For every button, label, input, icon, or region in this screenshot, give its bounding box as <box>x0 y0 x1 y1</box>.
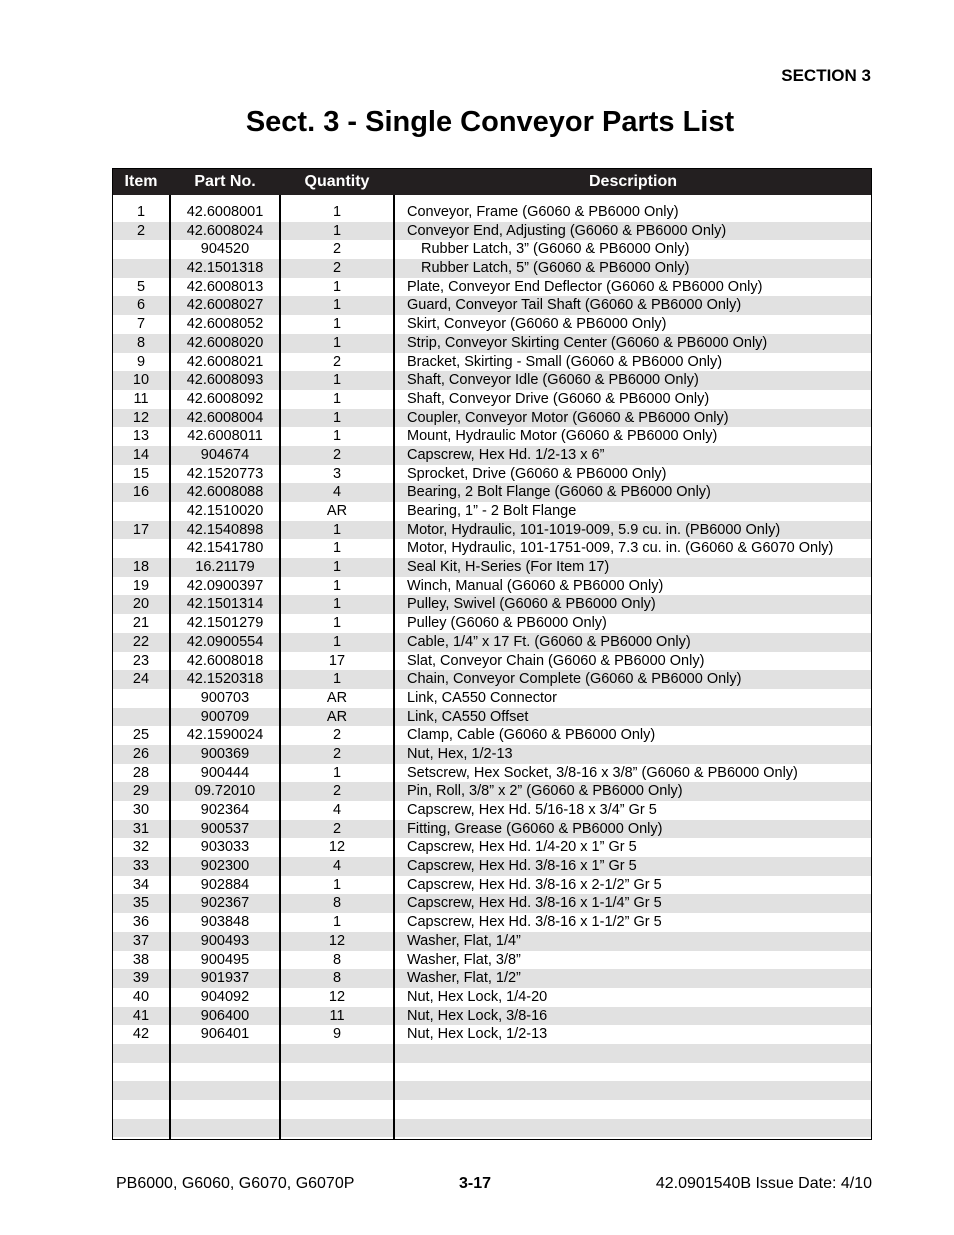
item-cell: 21 <box>132 615 150 632</box>
table-row <box>113 558 871 577</box>
quantity-cell: 1 <box>332 278 342 295</box>
item-cell: 5 <box>136 278 146 295</box>
item-cell: 42 <box>132 1026 150 1043</box>
table-row <box>113 1119 871 1138</box>
column-divider <box>279 195 281 1139</box>
description-cell: Nut, Hex Lock, 1/4-20 <box>407 988 548 1005</box>
quantity-cell: 2 <box>332 353 342 370</box>
part-number-cell: 42.6008024 <box>186 222 264 239</box>
quantity-cell: 2 <box>332 241 342 258</box>
quantity-cell: 1 <box>332 764 342 781</box>
quantity-cell: 2 <box>332 745 342 762</box>
item-cell <box>113 1137 169 1156</box>
table-row <box>113 876 871 895</box>
table-row <box>113 913 871 932</box>
description-cell: Nut, Hex Lock, 3/8-16 <box>407 1007 548 1024</box>
part-number-cell: 900493 <box>200 932 250 949</box>
table-row <box>113 502 871 521</box>
part-number-cell: 904092 <box>200 988 250 1005</box>
description-cell: Slat, Conveyor Chain (G6060 & PB6000 Only) <box>407 652 705 669</box>
part-number-cell: 42.6008013 <box>186 278 264 295</box>
quantity-cell: 1 <box>332 316 342 333</box>
column-header-item: Item <box>124 173 158 190</box>
quantity-cell: AR <box>326 689 348 706</box>
item-cell: 41 <box>132 1007 150 1024</box>
description-cell: Capscrew, Hex Hd. 3/8-16 x 1-1/2” Gr 5 <box>407 914 662 931</box>
description-cell: Seal Kit, H-Series (For Item 17) <box>407 559 610 576</box>
quantity-cell: 1 <box>332 671 342 688</box>
description-cell: Strip, Conveyor Skirting Center (G6060 & PB6000 Only) <box>407 334 768 351</box>
quantity-cell: 1 <box>332 615 342 632</box>
quantity-cell: 1 <box>332 390 342 407</box>
table-row <box>113 1100 871 1119</box>
part-number-cell: 42.0900397 <box>186 577 264 594</box>
table-row <box>113 1025 871 1044</box>
table-row <box>113 203 871 222</box>
item-cell: 20 <box>132 596 150 613</box>
table-row <box>113 259 871 278</box>
quantity-cell <box>281 1137 393 1156</box>
table-row <box>113 614 871 633</box>
part-number-cell: 42.6008027 <box>186 297 264 314</box>
item-cell <box>113 1100 169 1119</box>
item-cell: 38 <box>132 951 150 968</box>
table-row <box>113 371 871 390</box>
footer-doc-info: 42.0901540B Issue Date: 4/10 <box>655 1175 872 1192</box>
quantity-cell: 1 <box>332 876 342 893</box>
part-number-cell: 42.6008052 <box>186 316 264 333</box>
part-number-cell <box>171 1137 279 1156</box>
quantity-cell <box>281 1044 393 1063</box>
table-row <box>113 782 871 801</box>
quantity-cell: 4 <box>332 484 342 501</box>
table-row <box>113 801 871 820</box>
table-row <box>113 577 871 596</box>
quantity-cell: 4 <box>332 858 342 875</box>
quantity-cell: 12 <box>328 839 346 856</box>
description-cell: Coupler, Conveyor Motor (G6060 & PB6000 Only) <box>407 409 729 426</box>
table-row <box>113 652 871 671</box>
table-row <box>113 296 871 315</box>
part-number-cell: 42.6008020 <box>186 334 264 351</box>
part-number-cell: 42.6008092 <box>186 390 264 407</box>
part-number-cell <box>171 1119 279 1138</box>
table-row <box>113 315 871 334</box>
quantity-cell: 1 <box>332 559 342 576</box>
table-header <box>113 169 871 195</box>
part-number-cell: 42.6008001 <box>186 204 264 220</box>
item-cell: 6 <box>136 297 146 314</box>
table-row <box>113 483 871 502</box>
description-cell: Nut, Hex Lock, 1/2-13 <box>407 1026 548 1043</box>
item-cell: 13 <box>132 428 150 445</box>
item-cell: 39 <box>132 970 150 987</box>
footer-models: PB6000, G6060, G6070, G6070P <box>116 1175 355 1192</box>
item-cell: 12 <box>132 409 150 426</box>
description-cell: Guard, Conveyor Tail Shaft (G6060 & PB6000 Only) <box>407 297 742 314</box>
description-cell: Pin, Roll, 3/8” x 2” (G6060 & PB6000 Only) <box>407 783 683 800</box>
description-cell: Cable, 1/4” x 17 Ft. (G6060 & PB6000 Only) <box>407 633 691 650</box>
quantity-cell: 1 <box>332 372 342 389</box>
description-cell: Rubber Latch, 5” (G6060 & PB6000 Only) <box>421 260 690 277</box>
part-number-cell <box>171 1044 279 1063</box>
description-cell: Capscrew, Hex Hd. 3/8-16 x 2-1/2” Gr 5 <box>407 876 662 893</box>
table-row <box>113 745 871 764</box>
quantity-cell <box>281 1100 393 1119</box>
part-number-cell: 42.1520773 <box>186 465 264 482</box>
quantity-cell <box>281 1063 393 1082</box>
item-cell: 32 <box>132 839 150 856</box>
item-cell: 35 <box>132 895 150 912</box>
part-number-cell: 42.6008004 <box>186 409 264 426</box>
item-cell <box>113 708 169 727</box>
part-number-cell: 900537 <box>200 820 250 837</box>
part-number-cell: 42.1510020 <box>186 503 264 519</box>
part-number-cell: 902364 <box>200 802 250 818</box>
item-cell <box>113 240 169 259</box>
table-row <box>113 1063 871 1082</box>
description-cell: Capscrew, Hex Hd. 3/8-16 x 1” Gr 5 <box>407 858 637 875</box>
item-cell <box>113 502 169 521</box>
quantity-cell: AR <box>326 708 348 725</box>
table-row <box>113 222 871 241</box>
quantity-cell: 8 <box>332 951 342 968</box>
table-row <box>113 838 871 857</box>
table-row <box>113 465 871 484</box>
quantity-cell: 2 <box>332 446 342 463</box>
quantity-cell: 1 <box>332 297 342 314</box>
description-cell: Washer, Flat, 3/8” <box>407 951 521 968</box>
description-cell: Rubber Latch, 3” (G6060 & PB6000 Only) <box>421 241 690 258</box>
part-number-cell: 42.6008011 <box>187 428 263 445</box>
description-cell: Bracket, Skirting - Small (G6060 & PB6000 Only) <box>407 353 723 370</box>
quantity-cell: 1 <box>332 914 342 931</box>
part-number-cell: 902300 <box>200 858 250 875</box>
part-number-cell: 42.6008018 <box>186 652 264 669</box>
part-number-cell: 42.1540898 <box>186 521 264 538</box>
item-cell <box>113 689 169 708</box>
quantity-cell: 1 <box>332 334 342 351</box>
table-row <box>113 390 871 409</box>
part-number-cell: 42.1520318 <box>186 671 264 688</box>
part-number-cell: 906400 <box>200 1007 250 1024</box>
quantity-cell: 4 <box>332 802 342 818</box>
item-cell: 26 <box>132 745 150 762</box>
quantity-cell: 1 <box>332 521 342 538</box>
table-row <box>113 764 871 783</box>
table-row <box>113 633 871 652</box>
quantity-cell: 9 <box>332 1026 342 1043</box>
table-row <box>113 894 871 913</box>
description-cell: Washer, Flat, 1/2” <box>407 970 521 987</box>
item-cell: 37 <box>132 932 150 949</box>
quantity-cell: 11 <box>329 1007 345 1024</box>
part-number-cell: 900369 <box>200 745 250 762</box>
description-cell: Chain, Conveyor Complete (G6060 & PB6000 Only) <box>407 671 742 688</box>
table-row <box>113 820 871 839</box>
item-cell: 28 <box>132 764 150 781</box>
quantity-cell: 1 <box>332 577 342 594</box>
part-number-cell: 904520 <box>200 241 250 258</box>
table-row <box>113 708 871 727</box>
part-number-cell: 904674 <box>200 446 250 463</box>
quantity-cell: 8 <box>332 895 342 912</box>
parts-table <box>112 168 872 1140</box>
part-number-cell: 42.1541780 <box>186 540 264 557</box>
description-cell: Motor, Hydraulic, 101-1019-009, 5.9 cu. in. (PB6000 Only) <box>407 521 781 538</box>
description-cell: Link, CA550 Offset <box>407 708 529 725</box>
description-cell: Capscrew, Hex Hd. 1/4-20 x 1” Gr 5 <box>407 839 637 856</box>
column-divider <box>393 195 395 1139</box>
part-number-cell: 902367 <box>200 895 250 912</box>
description-cell: Washer, Flat, 1/4” <box>407 932 521 949</box>
item-cell: 2 <box>136 222 146 239</box>
part-number-cell: 906401 <box>200 1026 250 1043</box>
part-number-cell <box>171 1081 279 1100</box>
quantity-cell <box>281 1081 393 1100</box>
column-divider <box>169 195 171 1139</box>
description-cell: Shaft, Conveyor Idle (G6060 & PB6000 Only) <box>407 372 699 389</box>
quantity-cell: 17 <box>328 652 346 669</box>
quantity-cell: 2 <box>332 820 342 837</box>
description-cell: Link, CA550 Connector <box>407 689 557 706</box>
item-cell: 16 <box>132 484 150 501</box>
section-label: SECTION 3 <box>781 66 871 85</box>
part-number-cell <box>171 1063 279 1082</box>
column-header-part-no: Part No. <box>194 173 256 190</box>
table-row <box>113 1007 871 1026</box>
part-number-cell: 42.1501314 <box>186 596 264 613</box>
table-row <box>113 334 871 353</box>
table-row <box>113 857 871 876</box>
item-cell: 7 <box>136 316 146 333</box>
table-row <box>113 932 871 951</box>
table-row <box>113 539 871 558</box>
quantity-cell: 2 <box>332 783 342 800</box>
part-number-cell: 42.1501318 <box>186 260 264 277</box>
description-cell: Winch, Manual (G6060 & PB6000 Only) <box>407 577 664 594</box>
table-row <box>113 726 871 745</box>
item-cell: 30 <box>132 802 150 818</box>
part-number-cell: 903848 <box>200 914 250 931</box>
column-header-description: Description <box>588 173 677 190</box>
part-number-cell: 42.1501279 <box>186 615 264 632</box>
table-body <box>113 203 871 1156</box>
part-number-cell: 900703 <box>200 689 250 706</box>
item-cell: 19 <box>132 577 150 594</box>
item-cell: 1 <box>136 204 146 220</box>
column-header-quantity: Quantity <box>304 173 370 190</box>
part-number-cell: 901937 <box>200 970 250 987</box>
item-cell: 40 <box>132 988 150 1005</box>
quantity-cell: 1 <box>332 540 342 557</box>
description-cell: Setscrew, Hex Socket, 3/8-16 x 3/8” (G6060 & PB6000 Only) <box>407 764 798 781</box>
item-cell <box>113 1081 169 1100</box>
part-number-cell: 42.6008088 <box>186 484 264 501</box>
table-row <box>113 1137 871 1156</box>
item-cell: 17 <box>132 521 150 538</box>
item-cell: 15 <box>132 465 150 482</box>
description-cell: Sprocket, Drive (G6060 & PB6000 Only) <box>407 465 667 482</box>
quantity-cell: 3 <box>332 465 342 482</box>
item-cell: 31 <box>132 820 150 837</box>
description-cell: Pulley, Swivel (G6060 & PB6000 Only) <box>407 596 656 613</box>
item-cell <box>113 539 169 558</box>
part-number-cell: 42.0900554 <box>186 633 264 650</box>
part-number-cell: 42.1590024 <box>186 727 264 744</box>
part-number-cell: 900495 <box>200 951 250 968</box>
item-cell: 9 <box>136 353 146 370</box>
quantity-cell: 1 <box>332 596 342 613</box>
table-row <box>113 427 871 446</box>
item-cell <box>113 1063 169 1082</box>
item-cell: 8 <box>136 334 146 351</box>
quantity-cell: 1 <box>332 204 342 220</box>
part-number-cell: 42.6008021 <box>186 353 264 370</box>
quantity-cell: 12 <box>328 988 346 1005</box>
footer-page-number: 3-17 <box>459 1175 492 1192</box>
quantity-cell: AR <box>326 503 348 519</box>
description-cell: Bearing, 1” - 2 Bolt Flange <box>407 503 577 519</box>
quantity-cell: 8 <box>332 970 342 987</box>
description-cell: Shaft, Conveyor Drive (G6060 & PB6000 Only) <box>407 390 710 407</box>
description-cell: Clamp, Cable (G6060 & PB6000 Only) <box>407 727 656 744</box>
description-cell: Conveyor End, Adjusting (G6060 & PB6000 Only) <box>407 222 727 239</box>
table-row <box>113 240 871 259</box>
table-row <box>113 521 871 540</box>
item-cell: 33 <box>132 858 150 875</box>
description-cell: Bearing, 2 Bolt Flange (G6060 & PB6000 Only) <box>407 484 711 501</box>
part-number-cell: 900709 <box>200 708 250 725</box>
item-cell: 11 <box>133 390 149 407</box>
item-cell: 24 <box>132 671 150 688</box>
table-row <box>113 595 871 614</box>
quantity-cell: 1 <box>332 409 342 426</box>
table-row <box>113 951 871 970</box>
item-cell: 22 <box>132 633 150 650</box>
part-number-cell: 09.72010 <box>194 783 256 800</box>
description-cell: Plate, Conveyor End Deflector (G6060 & PB6000 Only) <box>407 278 763 295</box>
part-number-cell: 42.6008093 <box>186 372 264 389</box>
table-row <box>113 1081 871 1100</box>
item-cell: 18 <box>132 559 150 576</box>
part-number-cell: 903033 <box>200 839 250 856</box>
quantity-cell <box>281 1119 393 1138</box>
item-cell: 14 <box>132 446 150 463</box>
table-row <box>113 670 871 689</box>
description-cell: Fitting, Grease (G6060 & PB6000 Only) <box>407 820 663 837</box>
description-cell: Motor, Hydraulic, 101-1751-009, 7.3 cu. in. (G6060 & G6070 Only) <box>407 540 834 557</box>
item-cell: 10 <box>132 372 150 389</box>
part-number-cell: 902884 <box>200 876 250 893</box>
table-row <box>113 446 871 465</box>
quantity-cell: 1 <box>332 428 342 445</box>
part-number-cell <box>171 1100 279 1119</box>
part-number-cell: 16.21179 <box>195 559 255 576</box>
description-cell: Capscrew, Hex Hd. 1/2-13 x 6” <box>407 446 605 463</box>
description-cell: Capscrew, Hex Hd. 5/16-18 x 3/4” Gr 5 <box>407 802 657 818</box>
table-row <box>113 969 871 988</box>
table-row <box>113 278 871 297</box>
description-cell: Mount, Hydraulic Motor (G6060 & PB6000 Only) <box>407 428 718 445</box>
item-cell: 34 <box>132 876 150 893</box>
part-number-cell: 900444 <box>200 764 250 781</box>
quantity-cell: 1 <box>332 222 342 239</box>
quantity-cell: 2 <box>332 260 342 277</box>
description-cell: Pulley (G6060 & PB6000 Only) <box>407 615 607 632</box>
item-cell: 29 <box>132 783 150 800</box>
description-cell: Capscrew, Hex Hd. 3/8-16 x 1-1/4” Gr 5 <box>407 895 662 912</box>
description-cell: Skirt, Conveyor (G6060 & PB6000 Only) <box>407 316 667 333</box>
item-cell <box>113 259 169 278</box>
description-cell: Conveyor, Frame (G6060 & PB6000 Only) <box>407 204 679 220</box>
description-cell: Nut, Hex, 1/2-13 <box>407 745 513 762</box>
item-cell <box>113 1044 169 1063</box>
item-cell: 36 <box>132 914 150 931</box>
item-cell: 25 <box>132 727 150 744</box>
quantity-cell: 1 <box>332 633 342 650</box>
table-row <box>113 988 871 1007</box>
quantity-cell: 2 <box>332 727 342 744</box>
table-row <box>113 409 871 428</box>
quantity-cell: 12 <box>328 932 346 949</box>
item-cell <box>113 1119 169 1138</box>
table-row <box>113 353 871 372</box>
page-title: Sect. 3 - Single Conveyor Parts List <box>245 106 735 138</box>
table-row <box>113 1044 871 1063</box>
table-row <box>113 689 871 708</box>
item-cell: 23 <box>132 652 150 669</box>
